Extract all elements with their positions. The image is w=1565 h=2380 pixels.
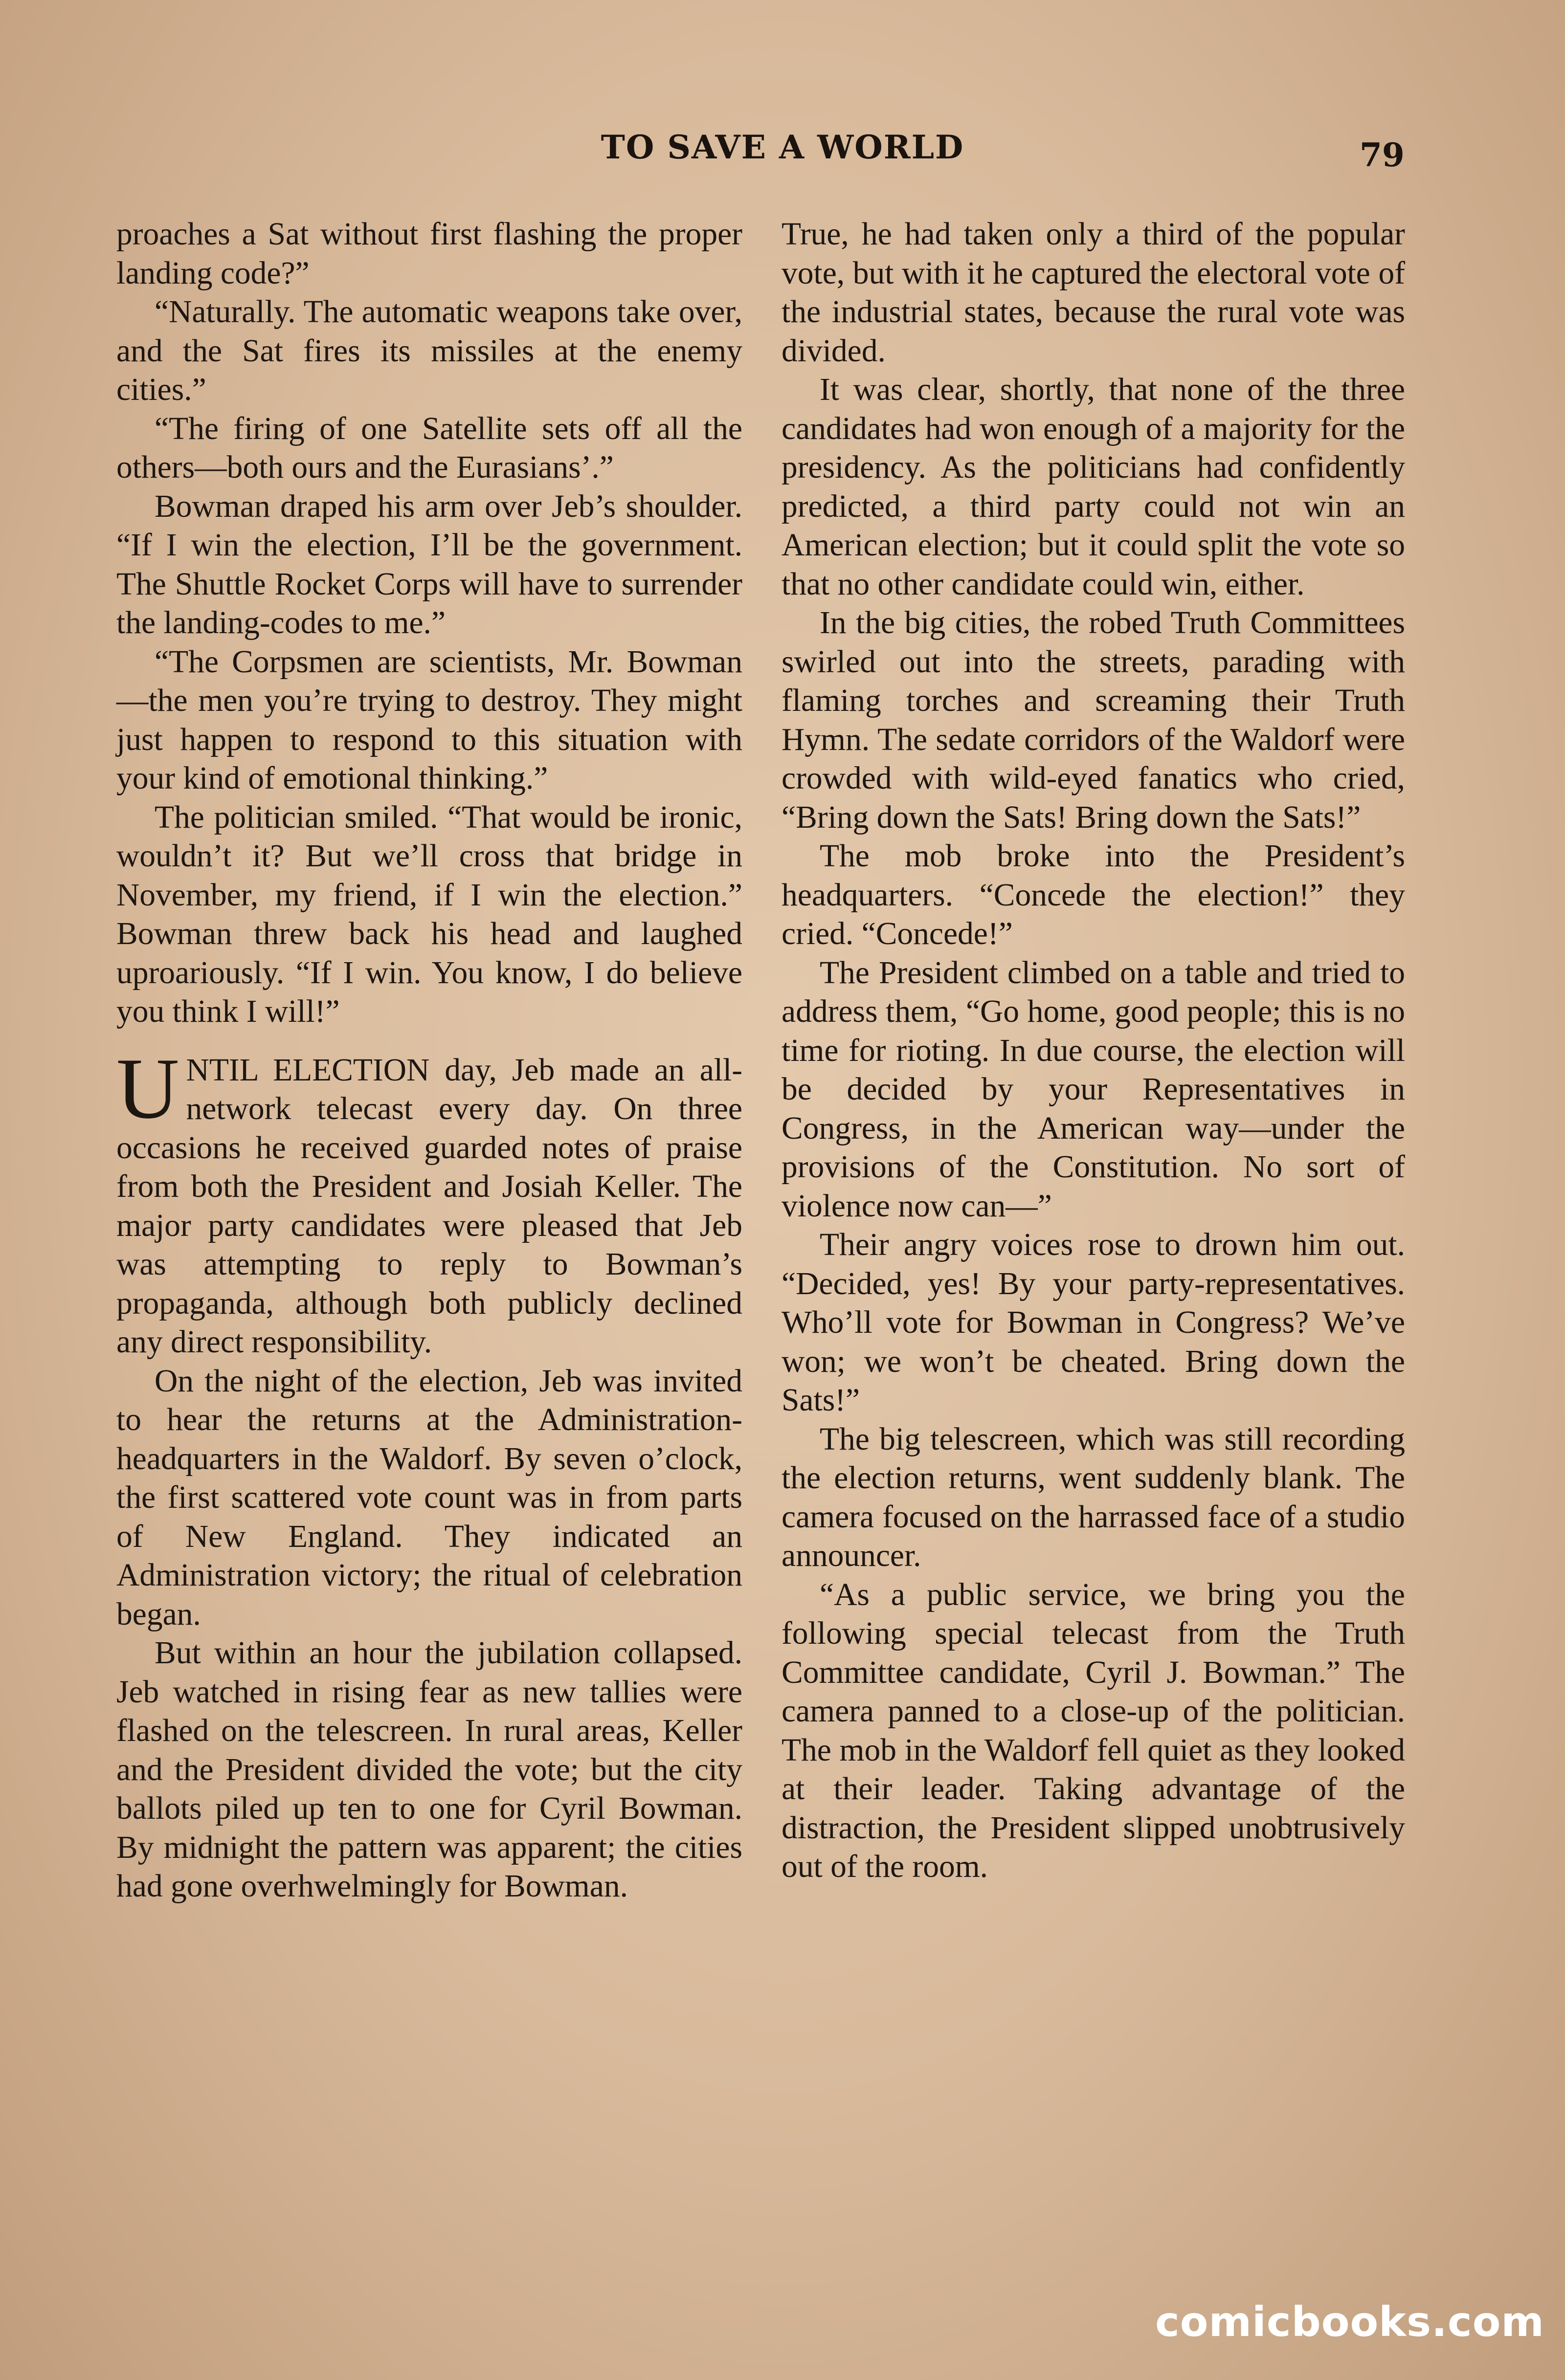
drop-cap: U <box>116 1039 179 1137</box>
paragraph: In the big cities, the robed Truth Committees swirled out into the streets, parading with flaming torches and screaming their Truth Hymn. The sedate corridors of the Waldorf were crowded with wild-eyed fanatics who cried, “Bring down the Sats! Bring down the Sats!” <box>782 605 1405 835</box>
paragraph: On the night of the election, Jeb was invited to hear the returns at the Administration-headquarters in the Waldorf. By seven o’clock, the first scattered vote count was in from parts of New England. They indicated an Administration victory; the ritual of celebration began. <box>116 1363 742 1632</box>
paragraph: The politician smiled. “That would be ironic, wouldn’t it? But we’ll cross that bridge in November, my friend, if I win the election.” Bowman threw back his head and laughed uproariously. “If I win. You know, I do believe you think I will!” <box>116 799 742 1029</box>
paragraph: But within an hour the jubilation collapsed. Jeb watched in rising fear as new tallies were flashed on the telescreen. In rural areas, Keller and the President divided the vote; but the city ballots piled up ten to one for Cyril Bowman. By midnight the pattern was apparent; the cities had gone overhwelmingly for Bowman. <box>116 1635 742 1904</box>
paragraph: The President climbed on a table and tried to address them, “Go home, good people; this is no time for rioting. In due course, the election will be decided by your Representatives in Congress, in the American way—under the provisions of the Constitution. No sort of violence now can—” <box>782 955 1405 1224</box>
watermark: comicbooks.com <box>1155 2298 1544 2346</box>
paragraph: True, he had taken only a third of the popular vote, but with it he captured the electoral vote of the industrial states, because the rural vote was divided. <box>782 217 1405 369</box>
right-column <box>782 215 1405 1887</box>
page-number: 79 <box>1360 136 1405 174</box>
paragraph: “As a public service, we bring you the following special telecast from the Truth Committee candidate, Cyril J. Bowman.” The camera panned to a close-up of the politician. The mob in the Waldorf fell quiet as they looked at their leader. Taking advantage of the distraction, the President slipped unobtrusively out of the room. <box>782 1577 1405 1884</box>
paragraph: “The firing of one Satellite sets off all the others—both ours and the Eurasians’.” <box>116 411 742 485</box>
section-opening-paragraph <box>116 1039 742 1362</box>
paragraph: “Naturally. The automatic weapons take over, and the Sat fires its missiles at the enemy cities.” <box>116 294 742 407</box>
left-column <box>116 215 742 1906</box>
running-title: TO SAVE A WORLD <box>601 128 964 166</box>
paragraph: It was clear, shortly, that none of the three candidates had won enough of a majority for the presidency. As the politicians had confidently predicted, a third party could not win an American election; but it could split the vote so that no other candidate could win, either. <box>782 372 1405 602</box>
section-opening-text: NTIL ELECTION day, Jeb made an all-network telecast every day. On three occasions he received guarded notes of praise from both the President and Josiah Keller. The major party candidates were pleased that Jeb was attempting to reply to Bowman’s propaganda, although both publicly declined any direct responsibility. <box>116 1052 742 1360</box>
paragraph: Their angry voices rose to drown him out. “Decided, yes! By your party-representatives. Who’ll vote for Bowman in Congress? We’ve won; we won’t be cheated. Bring down the Sats!” <box>782 1227 1405 1418</box>
paragraph: The big telescreen, which was still recording the election returns, went suddenly blank. The camera focused on the harrassed face of a studio announcer. <box>782 1421 1405 1573</box>
paragraph: The mob broke into the President’s headquarters. “Concede the election!” they cried. “Concede!” <box>782 838 1405 951</box>
paragraph: “The Corpsmen are scientists, Mr. Bowman—the men you’re trying to destroy. They might just happen to respond to this situation with your kind of emotional thinking.” <box>116 644 742 796</box>
paragraph: proaches a Sat without first flashing the proper landing code?” <box>116 217 742 291</box>
paragraph: Bowman draped his arm over Jeb’s shoulder. “If I win the election, I’ll be the government. The Shuttle Rocket Corps will have to surrender the landing-codes to me.” <box>116 488 742 640</box>
